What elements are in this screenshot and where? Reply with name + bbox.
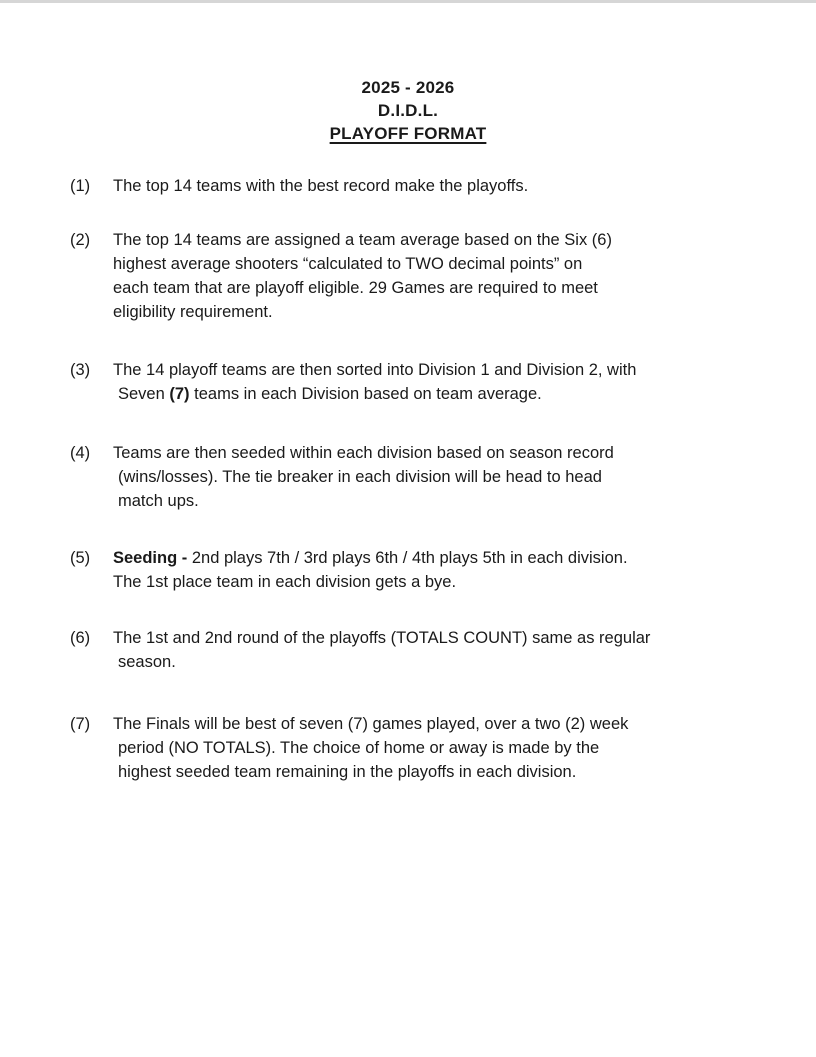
- text-line: highest average shooters “calculated to TWO decimal points” on: [113, 255, 583, 273]
- item-text: [113, 546, 628, 594]
- item-text: [113, 228, 612, 324]
- list-item: [70, 626, 816, 674]
- title-heading: PLAYOFF FORMAT: [329, 124, 487, 143]
- item-text: [113, 358, 636, 406]
- title-league: D.I.D.L.: [377, 101, 439, 120]
- item-number: (7): [70, 715, 91, 733]
- item-number: (3): [70, 361, 91, 379]
- text-line: The top 14 teams with the best record make the playoffs.: [113, 177, 529, 195]
- text-line: The 1st place team in each division gets a bye.: [113, 573, 457, 591]
- item-number: (1): [70, 177, 91, 195]
- text-line: Teams are then seeded within each division based on season record: [113, 444, 614, 462]
- text-line: The 1st and 2nd round of the playoffs (TOTALS COUNT) same as regular: [113, 629, 651, 647]
- text-line: The 14 playoff teams are then sorted into Division 1 and Division 2, with: [113, 361, 637, 379]
- text-line: each team that are playoff eligible. 29 Games are required to meet: [113, 279, 598, 297]
- item-number: (4): [70, 444, 91, 462]
- list-item: [70, 441, 816, 513]
- list-item: [70, 228, 816, 324]
- list-item: [70, 174, 816, 198]
- item-text: [113, 441, 614, 513]
- item-text: [113, 712, 628, 784]
- list-item: [70, 546, 816, 594]
- list-item: [70, 358, 816, 406]
- text-line: highest seeded team remaining in the playoffs in each division.: [118, 763, 577, 781]
- item-number: (5): [70, 549, 91, 567]
- document-title-block: [0, 3, 816, 145]
- title-season: 2025 - 2026: [361, 78, 455, 97]
- text-line: The top 14 teams are assigned a team average based on the Six (6): [113, 231, 612, 249]
- item-number: (6): [70, 629, 91, 647]
- item-number: (2): [70, 231, 91, 249]
- text-line: Seeding - 2nd plays 7th / 3rd plays 6th / 4th plays 5th in each division.: [113, 549, 628, 567]
- text-line: eligibility requirement.: [113, 303, 273, 321]
- playoff-list: [70, 174, 816, 784]
- text-line: (wins/losses). The tie breaker in each division will be head to head: [118, 468, 602, 486]
- list-item: [70, 712, 816, 784]
- text-line: period (NO TOTALS). The choice of home or away is made by the: [118, 739, 600, 757]
- item-text: [113, 174, 528, 198]
- item-text: [113, 626, 650, 674]
- text-line: match ups.: [118, 492, 199, 510]
- text-line: Seven (7) teams in each Division based on team average.: [118, 385, 542, 403]
- text-line: season.: [118, 653, 176, 671]
- text-line: The Finals will be best of seven (7) games played, over a two (2) week: [113, 715, 629, 733]
